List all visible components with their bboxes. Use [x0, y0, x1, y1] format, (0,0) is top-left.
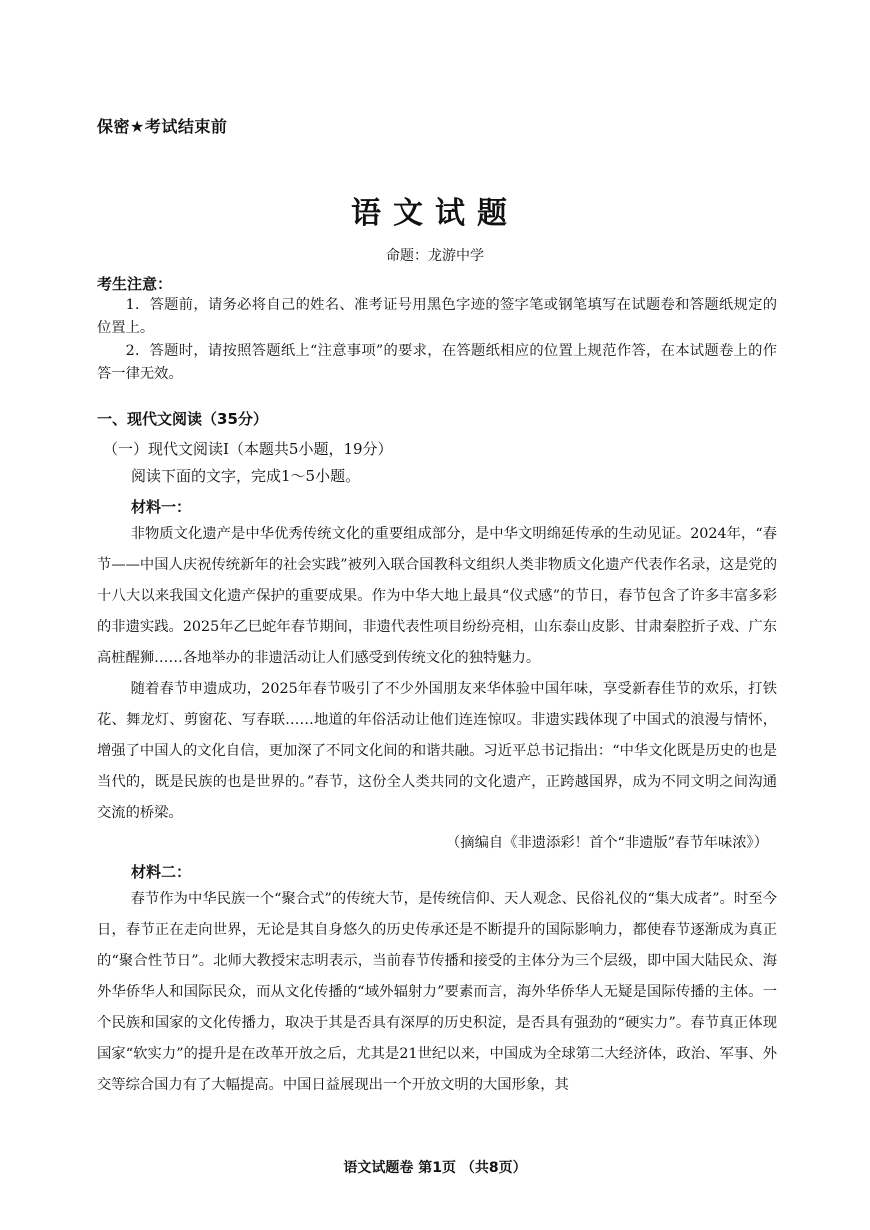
material-two-label: 材料二：	[131, 863, 192, 881]
notice-item: 2．答题时，请按照答题纸上“注意事项”的要求，在答题纸相应的位置上规范作答，在本试题卷上的作答一律无效。	[97, 343, 777, 382]
page-title: 语文试题	[351, 196, 519, 231]
paragraph: 随着春节申遗成功，2025年春节吸引了不少外国朋友来华体验中国年味，享受新春佳节的欢乐，打铁花、舞龙灯、剪窗花、写春联……地道的年俗活动让他们连连惊叹。非遗实践体现了中国式的浪漫与情怀，增强了中国人的文化自信，更加深了不同文化间的和谐共融。习近平总书记指出：“中华文化既是历史的也是当代的，既是民族的也是世界的。”春节，这份全人类共同的文化遗产，正跨越国界，成为不同文明之间沟通交流的桥梁。	[97, 681, 777, 821]
notice-item: 1．答题前，请务必将自己的姓名、准考证号用黑色字迹的签字笔或钢笔填写在试题卷和答题纸规定的位置上。	[97, 297, 777, 336]
setter-line: 命题：龙游中学	[386, 248, 484, 264]
sub-section-heading: （一）现代文阅读Ⅰ（本题共5小题，19分）	[103, 440, 393, 458]
material-two-text	[97, 884, 777, 1101]
section-heading: 一、现代文阅读（35分）	[97, 410, 268, 428]
notice-list	[97, 294, 777, 386]
notice-heading: 考生注意：	[97, 275, 173, 293]
material-one-label: 材料一：	[131, 498, 192, 516]
paragraph: 春节作为中华民族一个“聚合式”的传统大节，是传统信仰、天人观念、民俗礼仪的“集大成者”。时至今日，春节正在走向世界，无论是其自身悠久的历史传承还是不断提升的国际影响力，都使春节逐渐成为真正的“聚合性节日”。北师大教授宋志明表示，当前春节传播和接受的主体分为三个层级，即中国大陆民众、海外华侨华人和国际民众，而从文化传播的“域外辐射力”要素而言，海外华侨华人无疑是国际传播的主体。一个民族和国家的文化传播力，取决于其是否具有深厚的历史积淀，是否具有强劲的“硬实力”。春节真正体现国家“软实力”的提升是在改革开放之后，尤其是21世纪以来，中国成为全球第二大经济体，政治、军事、外交等综合国力有了大幅提高。中国日益展现出一个开放文明的大国形象，其	[97, 891, 777, 1093]
paragraph: 非物质文化遗产是中华优秀传统文化的重要组成部分，是中华文明绵延传承的生动见证。2024年，“春节——中国人庆祝传统新年的社会实践”被列入联合国教科文组织人类非物质文化遗产代表作名录，这是党的十八大以来我国文化遗产保护的重要成果。作为中华大地上最具“仪式感”的节日，春节包含了许多丰富多彩的非遗实践。2025年乙巳蛇年春节期间，非遗代表性项目纷纷亮相，山东泰山皮影、甘肃秦腔折子戏、广东高桩醒狮……各地举办的非遗活动让人们感受到传统文化的独特魅力。	[97, 526, 777, 666]
material-one-source: （摘编自《非遗添彩！首个“非遗版”春节年味浓》）	[446, 835, 768, 851]
material-one-text	[97, 519, 777, 829]
page-footer: 语文试题卷 第1页 （共8页）	[343, 1160, 527, 1176]
confidential-label: 保密★考试结束前	[97, 117, 228, 136]
reading-instruction: 阅读下面的文字，完成1～5小题。	[131, 467, 361, 485]
